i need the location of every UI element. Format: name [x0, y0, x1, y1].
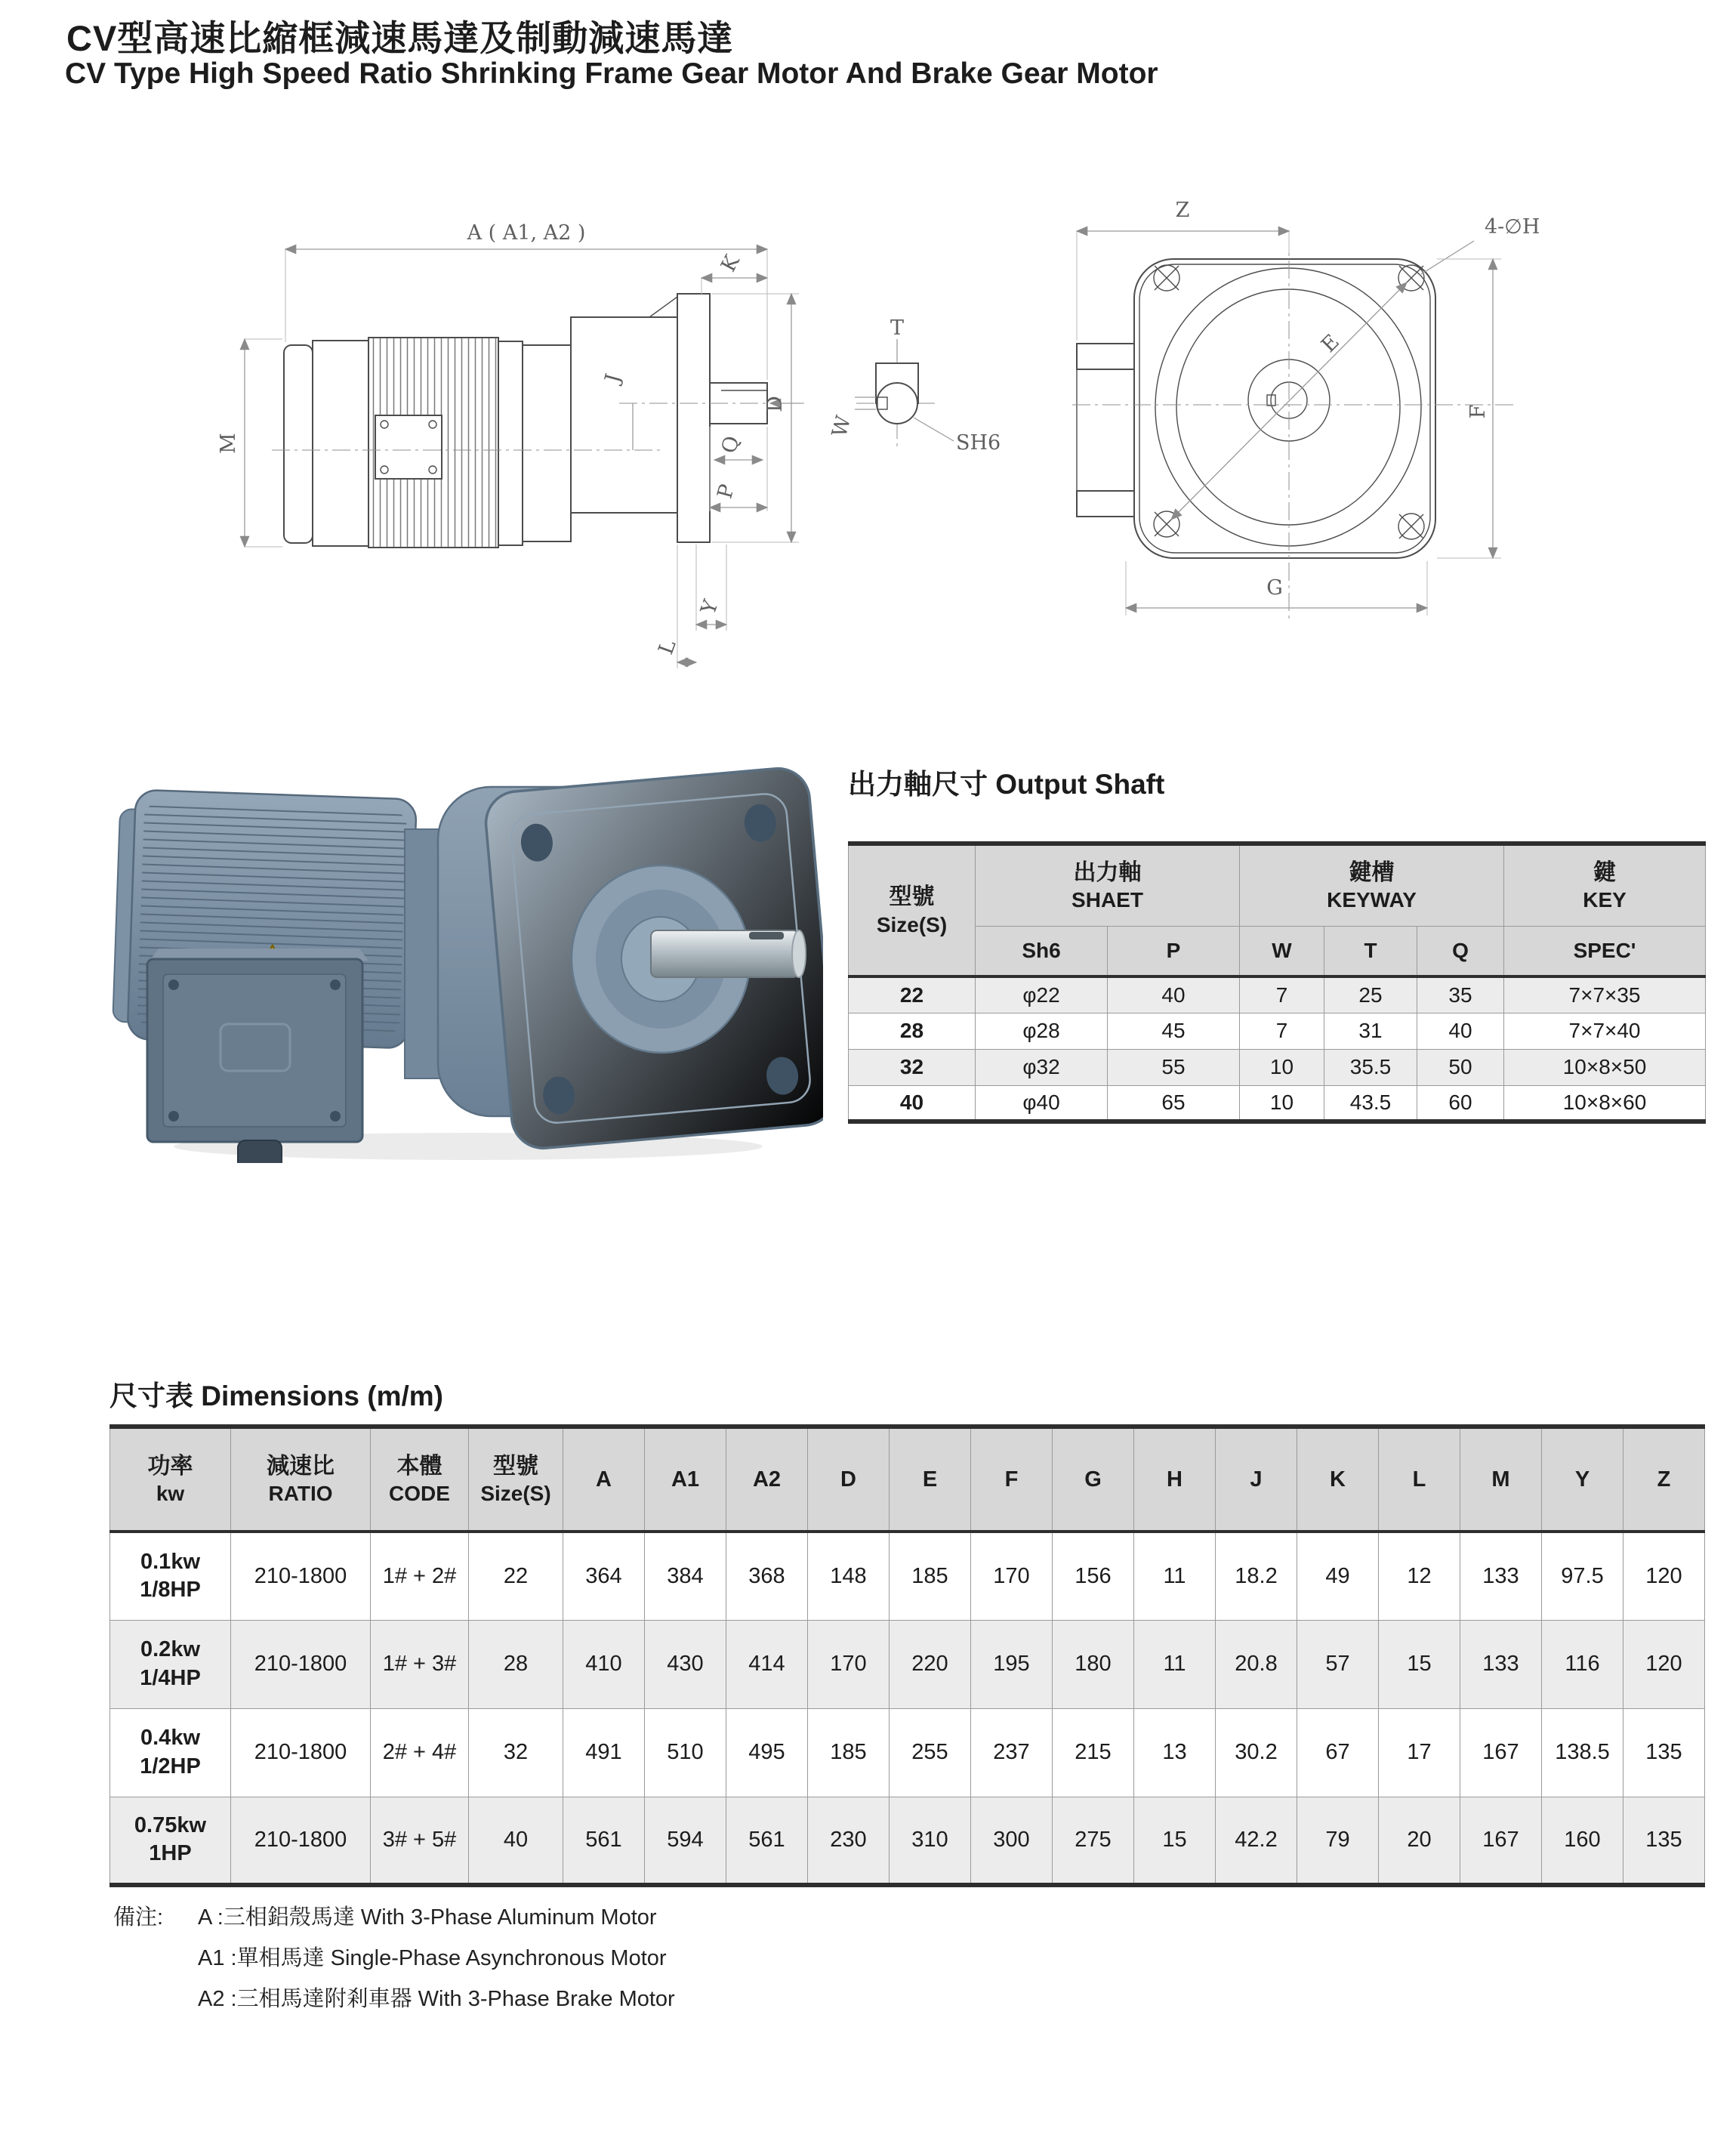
os-value-cell: 7 — [1240, 1013, 1324, 1049]
os-col-key — [1504, 844, 1706, 927]
dim-value-cell: 310 — [890, 1797, 971, 1885]
os-value-cell: 55 — [1108, 1049, 1240, 1085]
dim-power-cell: 0.75kw 1HP — [110, 1797, 231, 1885]
os-col-keyway-en: KEYWAY — [1327, 888, 1417, 912]
os-col-keyway — [1240, 844, 1504, 927]
os-size-cell: 28 — [849, 1013, 976, 1049]
os-value-cell: 60 — [1417, 1085, 1504, 1121]
dim-value-cell: 215 — [1053, 1708, 1134, 1797]
os-value-cell: 10 — [1240, 1085, 1324, 1121]
dim-value-cell: 160 — [1542, 1797, 1623, 1885]
dimensions-title: 尺寸表 Dimensions (m/m) — [109, 1381, 443, 1411]
dim-col-Y: Y — [1542, 1427, 1623, 1532]
dim-col-ratio-cn: 減速比 — [267, 1453, 335, 1479]
os-col-size — [849, 844, 976, 976]
os-value-cell: 43.5 — [1324, 1085, 1417, 1121]
output-shaft-section — [848, 761, 1709, 1124]
os-subcol-p: P — [1108, 927, 1240, 977]
dim-value-cell: 210-1800 — [231, 1797, 371, 1885]
junction-plate — [375, 415, 442, 479]
output-shaft-title: 出力軸尺寸 Output Shaft — [848, 769, 1165, 800]
dim-col-size — [469, 1427, 563, 1532]
dim-power-cell: 0.2kw 1/4HP — [110, 1620, 231, 1708]
os-value-cell: 7×7×35 — [1504, 976, 1706, 1013]
os-subcol-w: W — [1240, 927, 1324, 977]
flange-plate-side — [677, 294, 710, 542]
dim-col-Z: Z — [1623, 1427, 1705, 1532]
os-subcol-spec: SPEC' — [1504, 927, 1706, 977]
os-value-cell: φ40 — [976, 1085, 1108, 1121]
os-value-cell: 65 — [1108, 1085, 1240, 1121]
os-subcol-q: Q — [1417, 927, 1504, 977]
dim-label-z: Z — [1175, 199, 1190, 222]
note-item: A :三相鋁殼馬達 With 3-Phase Aluminum Motor — [198, 1905, 657, 1930]
dim-value-cell: 300 — [971, 1797, 1053, 1885]
dim-value-cell: 20.8 — [1216, 1620, 1297, 1708]
dim-col-size-en: Size(S) — [480, 1482, 551, 1506]
dimensions-header — [110, 1427, 1705, 1532]
dim-power-cell: 0.1kw 1/8HP — [110, 1532, 231, 1620]
dim-col-E: E — [890, 1427, 971, 1532]
dim-label-w: W — [828, 413, 856, 440]
dim-value-cell: 185 — [808, 1708, 890, 1797]
dim-col-D: D — [808, 1427, 890, 1532]
note-prefix: 備注: — [113, 1905, 164, 1930]
dim-value-cell: 210-1800 — [231, 1620, 371, 1708]
dim-value-cell: 57 — [1297, 1620, 1379, 1708]
dim-value-cell: 170 — [808, 1620, 890, 1708]
os-value-cell: 7 — [1240, 976, 1324, 1013]
flange-front — [1134, 259, 1435, 558]
dim-value-cell: 180 — [1053, 1620, 1134, 1708]
dim-value-cell: 133 — [1460, 1532, 1542, 1620]
os-subcol-sh6: Sh6 — [976, 927, 1108, 977]
dim-label-sh6: SH6 — [956, 431, 1001, 455]
dim-value-cell: 1# + 3# — [371, 1620, 469, 1708]
dim-value-cell: 11 — [1134, 1620, 1216, 1708]
dim-col-A1: A1 — [645, 1427, 726, 1532]
dim-value-cell: 230 — [808, 1797, 890, 1885]
dim-value-cell: 430 — [645, 1620, 726, 1708]
os-subcol-t: T — [1324, 927, 1417, 977]
dim-value-cell: 13 — [1134, 1708, 1216, 1797]
output-shaft-row — [849, 976, 1706, 1013]
dimensions-tbody — [110, 1532, 1705, 1885]
dim-value-cell: 195 — [971, 1620, 1053, 1708]
dim-label-j: J — [600, 371, 626, 386]
tab-upper — [1077, 344, 1134, 369]
dim-value-cell: 491 — [563, 1708, 645, 1797]
motor-front-ring — [498, 341, 523, 545]
os-size-cell: 32 — [849, 1049, 976, 1085]
dim-col-code-en: CODE — [389, 1482, 450, 1506]
dimensions-section — [109, 1373, 1707, 1887]
dim-col-A2: A2 — [726, 1427, 808, 1532]
dim-value-cell: 133 — [1460, 1620, 1542, 1708]
note-line — [113, 1979, 675, 2019]
os-value-cell: 50 — [1417, 1049, 1504, 1085]
dim-col-code — [371, 1427, 469, 1532]
motor-barrel — [313, 341, 368, 546]
dim-value-cell: 20 — [1379, 1797, 1460, 1885]
dim-col-G: G — [1053, 1427, 1134, 1532]
dim-value-cell: 15 — [1134, 1797, 1216, 1885]
photo-output-shaft — [651, 930, 806, 977]
note-item: A2 :三相馬達附剎車器 With 3-Phase Brake Motor — [198, 1987, 675, 2011]
dim-label-m: M — [217, 433, 240, 454]
os-col-size-en: Size(S) — [876, 912, 948, 936]
dim-label-y: Y — [696, 597, 723, 618]
os-value-cell: φ32 — [976, 1049, 1108, 1085]
dim-col-ratio-en: RATIO — [268, 1482, 333, 1506]
os-value-cell: 45 — [1108, 1013, 1240, 1049]
dim-col-ratio — [231, 1427, 371, 1532]
dim-col-M: M — [1460, 1427, 1542, 1532]
tab-lower — [1077, 491, 1134, 517]
os-value-cell: 10×8×50 — [1504, 1049, 1706, 1085]
dim-value-cell: 364 — [563, 1532, 645, 1620]
dim-value-cell: 135 — [1623, 1797, 1705, 1885]
dim-col-power — [110, 1427, 231, 1532]
dim-value-cell: 116 — [1542, 1620, 1623, 1708]
os-value-cell: 7×7×40 — [1504, 1013, 1706, 1049]
os-value-cell: 10×8×60 — [1504, 1085, 1706, 1121]
note-item: A1 :單相馬達 Single-Phase Asynchronous Motor — [198, 1946, 667, 1970]
dim-label-g: G — [1266, 576, 1283, 600]
dim-col-F: F — [971, 1427, 1053, 1532]
dim-col-power-en: kw — [156, 1482, 185, 1506]
dim-value-cell: 12 — [1379, 1532, 1460, 1620]
dim-label-p: P — [713, 482, 740, 501]
dim-label-a: A ( A1, A2 ) — [467, 221, 586, 245]
os-value-cell: 31 — [1324, 1013, 1417, 1049]
dim-value-cell: 79 — [1297, 1797, 1379, 1885]
page-title-cn: CV型高速比縮框減速馬達及制動減速馬達 — [66, 18, 734, 58]
dim-label-f: F — [1466, 404, 1490, 419]
os-value-cell: 25 — [1324, 976, 1417, 1013]
dim-value-cell: 495 — [726, 1708, 808, 1797]
dim-value-cell: 17 — [1379, 1708, 1460, 1797]
dim-value-cell: 11 — [1134, 1532, 1216, 1620]
dim-label-e: E — [1317, 330, 1344, 357]
dim-value-cell: 510 — [645, 1708, 726, 1797]
os-size-cell: 40 — [849, 1085, 976, 1121]
dim-value-cell: 40 — [469, 1797, 563, 1885]
dim-value-cell: 120 — [1623, 1620, 1705, 1708]
os-value-cell: 35 — [1417, 976, 1504, 1013]
dim-value-cell: 22 — [469, 1532, 563, 1620]
adapter — [523, 345, 571, 541]
dim-col-code-cn: 本體 — [396, 1453, 442, 1479]
dim-col-K: K — [1297, 1427, 1379, 1532]
dimensions-row — [110, 1797, 1705, 1885]
dimensions-row — [110, 1532, 1705, 1620]
dimensions-table — [109, 1424, 1705, 1887]
dimensions-row — [110, 1708, 1705, 1797]
dim-value-cell: 18.2 — [1216, 1532, 1297, 1620]
photo-terminal-box — [147, 949, 368, 1163]
dim-value-cell: 167 — [1460, 1797, 1542, 1885]
dim-value-cell: 594 — [645, 1797, 726, 1885]
dim-col-J: J — [1216, 1427, 1297, 1532]
dim-label-k: K — [717, 251, 745, 276]
dim-value-cell: 28 — [469, 1620, 563, 1708]
os-size-cell: 22 — [849, 976, 976, 1013]
dim-value-cell: 42.2 — [1216, 1797, 1297, 1885]
dim-value-cell: 156 — [1053, 1532, 1134, 1620]
dim-value-cell: 3# + 5# — [371, 1797, 469, 1885]
os-value-cell: φ22 — [976, 976, 1108, 1013]
dim-col-power-cn: 功率 — [147, 1453, 193, 1479]
dim-value-cell: 15 — [1379, 1620, 1460, 1708]
dim-value-cell: 210-1800 — [231, 1708, 371, 1797]
os-col-keyway-cn: 鍵槽 — [1349, 859, 1395, 885]
shaft-section-detail — [828, 316, 1001, 455]
dim-value-cell: 384 — [645, 1532, 726, 1620]
os-col-size-cn: 型號 — [889, 884, 935, 910]
dim-value-cell: 170 — [971, 1532, 1053, 1620]
note-line — [113, 1897, 675, 1938]
shaft-circle — [877, 383, 917, 424]
dim-label-q: Q — [717, 433, 745, 456]
os-col-key-en: KEY — [1583, 888, 1627, 912]
gear-case — [571, 317, 677, 513]
os-value-cell: 40 — [1108, 976, 1240, 1013]
os-col-shaft — [976, 844, 1240, 927]
dim-value-cell: 120 — [1623, 1532, 1705, 1620]
dim-value-cell: 67 — [1297, 1708, 1379, 1797]
front-view-drawing — [1072, 199, 1540, 619]
dim-col-L: L — [1379, 1427, 1460, 1532]
dim-power-cell: 0.4kw 1/2HP — [110, 1708, 231, 1797]
dim-col-H: H — [1134, 1427, 1216, 1532]
product-photo — [106, 740, 823, 1163]
dim-value-cell: 561 — [563, 1797, 645, 1885]
dim-value-cell: 368 — [726, 1532, 808, 1620]
dim-value-cell: 97.5 — [1542, 1532, 1623, 1620]
dim-value-cell: 167 — [1460, 1708, 1542, 1797]
os-col-shaft-en: SHAET — [1072, 888, 1143, 912]
cable-gland — [238, 1140, 282, 1163]
os-value-cell: φ28 — [976, 1013, 1108, 1049]
output-shaft-tbody — [849, 976, 1706, 1121]
dimensions-row — [110, 1620, 1705, 1708]
motor-rear-cap — [284, 345, 313, 543]
os-value-cell: 10 — [1240, 1049, 1324, 1085]
dim-value-cell: 49 — [1297, 1532, 1379, 1620]
dim-value-cell: 2# + 4# — [371, 1708, 469, 1797]
dim-value-cell: 138.5 — [1542, 1708, 1623, 1797]
os-col-key-cn: 鍵 — [1593, 859, 1617, 885]
dim-value-cell: 135 — [1623, 1708, 1705, 1797]
dim-value-cell: 220 — [890, 1620, 971, 1708]
dim-value-cell: 210-1800 — [231, 1532, 371, 1620]
dim-value-cell: 561 — [726, 1797, 808, 1885]
dim-value-cell: 32 — [469, 1708, 563, 1797]
output-shaft-row — [849, 1013, 1706, 1049]
dim-col-A: A — [563, 1427, 645, 1532]
output-shaft-table — [848, 841, 1706, 1124]
page-title-en: CV Type High Speed Ratio Shrinking Frame Gear Motor And Brake Gear Motor — [65, 57, 1158, 90]
dim-value-cell: 1# + 2# — [371, 1532, 469, 1620]
os-value-cell: 35.5 — [1324, 1049, 1417, 1085]
note-line — [113, 1938, 675, 1979]
dim-value-cell: 414 — [726, 1620, 808, 1708]
side-view-drawing — [217, 221, 804, 668]
dim-value-cell: 275 — [1053, 1797, 1134, 1885]
output-shaft-row — [849, 1085, 1706, 1121]
os-col-shaft-cn: 出力軸 — [1073, 859, 1142, 885]
dim-label-d: D — [763, 396, 787, 412]
dim-label-4h: 4-∅H — [1485, 215, 1540, 239]
dim-col-size-cn: 型號 — [493, 1453, 538, 1479]
os-value-cell: 40 — [1417, 1013, 1504, 1049]
dim-label-l: L — [654, 637, 681, 658]
technical-drawings — [98, 177, 1722, 706]
dim-value-cell: 237 — [971, 1708, 1053, 1797]
dim-value-cell: 148 — [808, 1532, 890, 1620]
dim-value-cell: 30.2 — [1216, 1708, 1297, 1797]
output-shaft-header — [849, 844, 1706, 976]
dim-value-cell: 410 — [563, 1620, 645, 1708]
output-shaft-row — [849, 1049, 1706, 1085]
notes — [113, 1897, 675, 2019]
dim-value-cell: 185 — [890, 1532, 971, 1620]
dim-label-t: T — [890, 316, 905, 340]
dim-value-cell: 255 — [890, 1708, 971, 1797]
